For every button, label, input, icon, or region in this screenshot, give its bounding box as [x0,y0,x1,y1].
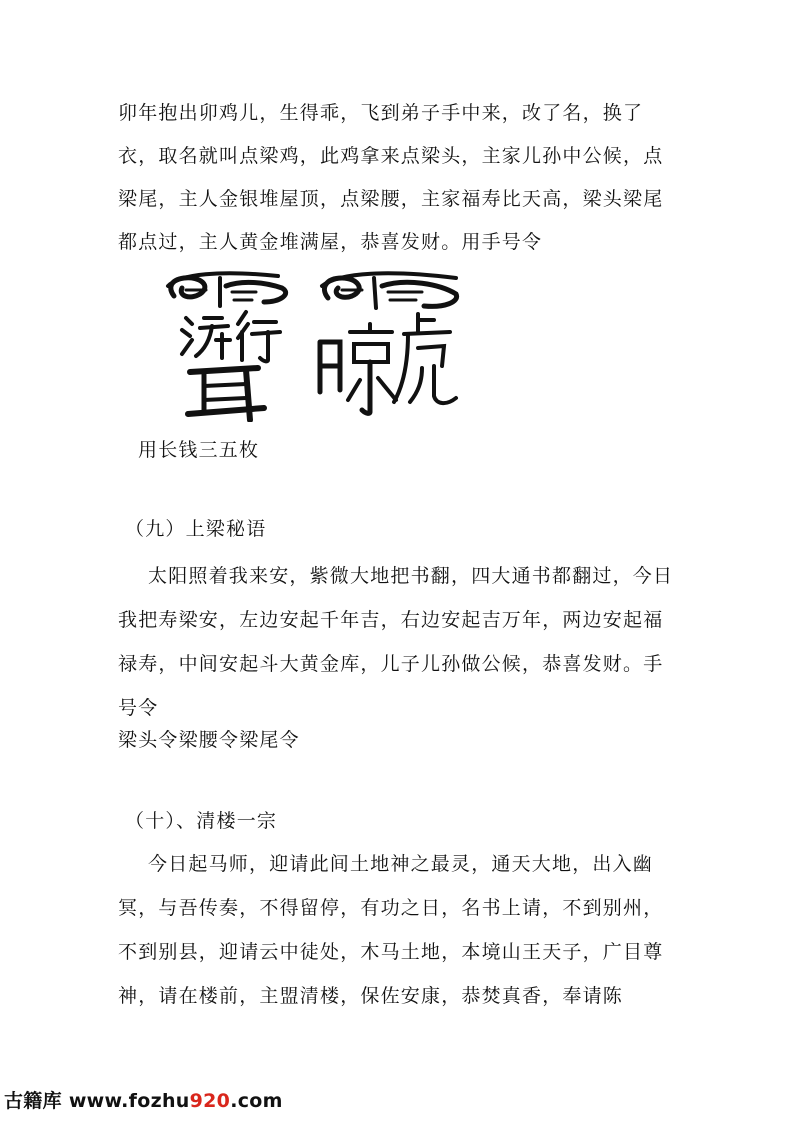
paragraph-chicken-blessing: 卯年抱出卯鸡儿，生得乖，飞到弟子手中来，改了名，换了衣，取名就叫点梁鸡，此鸡拿来点梁头，主家儿孙中公候，点梁尾，主人金银堆屋顶，点梁腰，主家福寿比天高，梁头梁尾都点过，主人黄金堆满屋，恭喜发财。用手号令 [118,102,664,253]
paragraph-beam-secret-words: 太阳照着我来安，紫微大地把书翻，四大通书都翻过，今日我把寿梁安，左边安起千年吉，右边安起吉万年，两边安起福禄寿，中间安起斗大黄金库，儿子儿孙做公候，恭喜发财。手号令 [118,565,674,719]
talisman-glyph-image [160,262,460,422]
section-heading-9: （九）上梁秘语 [125,518,267,540]
talisman-caption: 用长钱三五枚 [138,439,260,461]
section-heading-10: （十）、清楼一宗 [125,810,278,832]
paragraph-invocation: 今日起马师，迎请此间土地神之最灵，通天大地，出入幽冥，与吾传奏，不得留停，有功之日，名书上请，不到别州，不到别县，迎请云中徒处，木马土地，本境山王天子，广目尊神，请在楼前，主盟清楼，保佐安康，恭焚真香，奉请陈 [118,853,664,1007]
paragraph-beam-commands: 梁头令梁腰令梁尾令 [118,729,300,751]
footer-site-suffix: .com [230,1090,283,1112]
footer-brand: 古籍库 [4,1090,62,1112]
talisman-left [168,273,286,420]
footer-site-prefix: www.fozhu [61,1090,190,1112]
footer-watermark [4,1086,283,1113]
footer-site-number: 920 [189,1090,231,1112]
talisman-right [320,273,457,413]
